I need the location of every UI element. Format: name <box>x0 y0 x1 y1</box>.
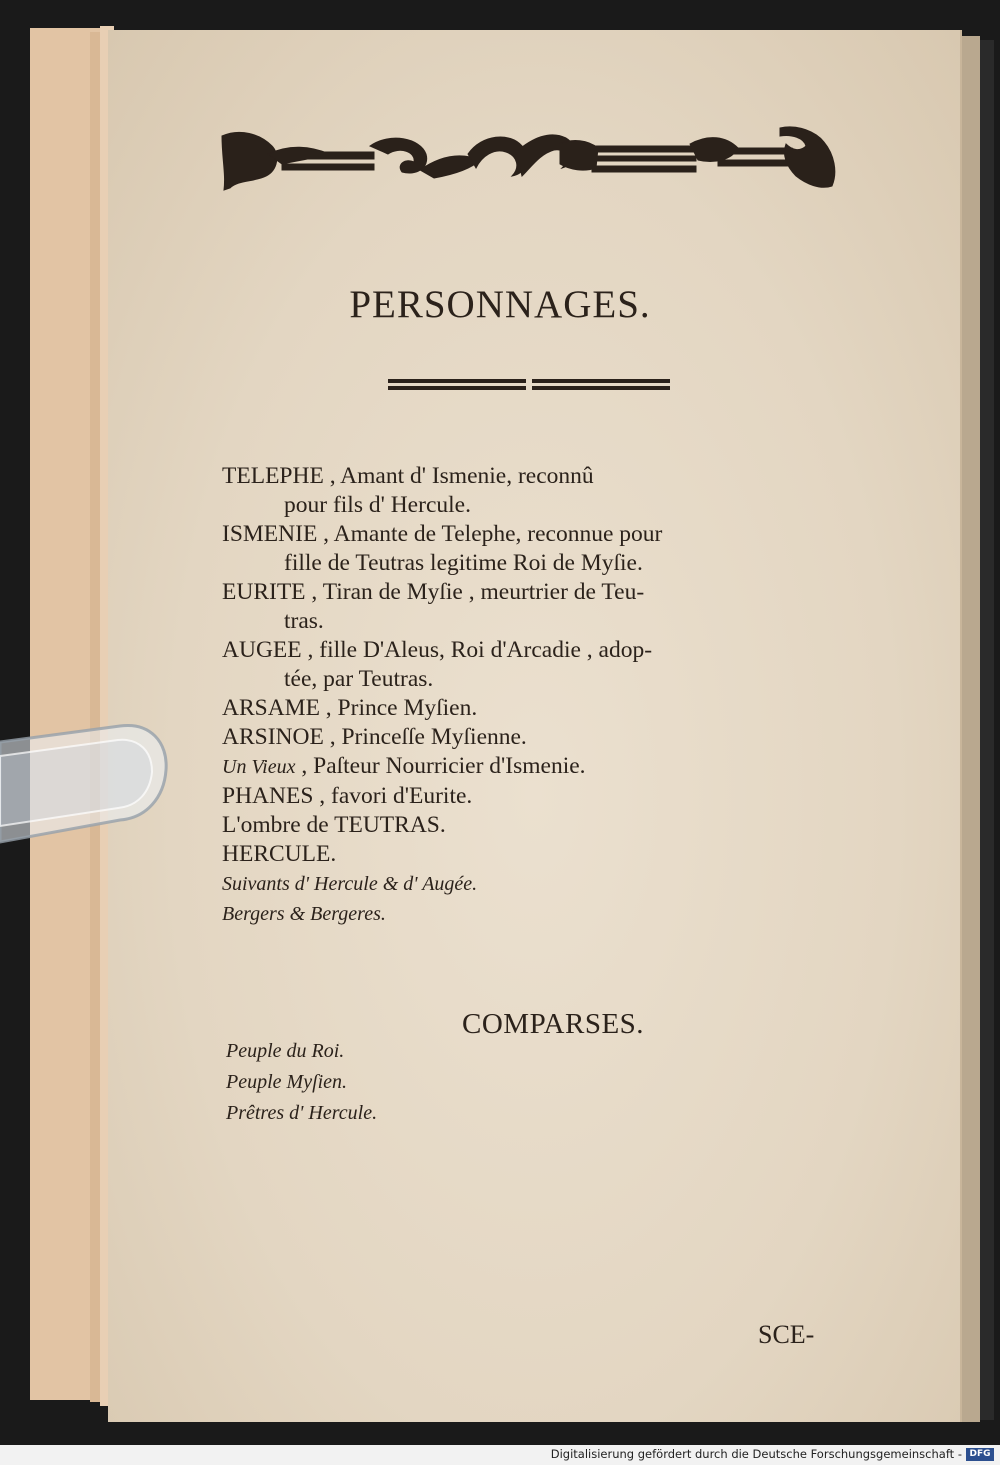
character-entry-phanes <box>222 782 862 811</box>
entry-continuation: fille de Teutras legitime Roi de Myſie. <box>284 550 643 576</box>
comparses-list <box>226 1036 377 1129</box>
binding-shadow <box>980 40 994 1420</box>
entry-line: L'ombre de TEUTRAS. <box>222 812 446 838</box>
character-entry-telephe <box>222 462 862 520</box>
character-entry-bergers <box>222 899 862 929</box>
entry-continuation: pour fils d' Hercule. <box>284 492 471 518</box>
entry-line: ISMENIE , Amante de Telephe, reconnue pour <box>222 521 663 547</box>
entry-italic-name: Un Vieux <box>222 756 296 778</box>
character-entry-ismenie <box>222 520 862 578</box>
dfg-logo-icon: DFG <box>966 1448 994 1461</box>
character-entry-arsinoe <box>222 723 862 752</box>
character-entry-arsame <box>222 694 862 723</box>
headpiece-ornament-icon <box>220 124 840 194</box>
footer-credit: Digitalisierung gefördert durch die Deutsche Forschungsgemeinschaft - <box>550 1447 962 1461</box>
character-list <box>222 462 862 929</box>
entry-line: TELEPHE , Amant d' Ismenie, reconnû <box>222 463 594 489</box>
entry-line: HERCULE. <box>222 841 337 867</box>
character-entry-un-vieux <box>222 752 862 782</box>
entry-continuation: tras. <box>284 608 324 634</box>
entry-line: ARSINOE , Princeſſe Myſienne. <box>222 724 527 750</box>
double-rule-icon <box>388 378 670 392</box>
comparses-heading: COMPARSES. <box>462 1008 645 1040</box>
entry-line: AUGEE , fille D'Aleus, Roi d'Arcadie , adop- <box>222 637 653 663</box>
character-entry-eurite <box>222 578 862 636</box>
entry-line: Suivants d' Hercule & d' Augée. <box>222 873 478 895</box>
entry-line: EURITE , Tiran de Myſie , meurtrier de Teu- <box>222 579 645 605</box>
digitization-footer <box>0 1445 1000 1465</box>
bookmark-clip-icon <box>0 720 175 860</box>
character-entry-ombre-teutras <box>222 811 862 840</box>
character-entry-suivants <box>222 869 862 899</box>
page-title: PERSONNAGES. <box>349 283 651 326</box>
comparses-item: Peuple du Roi. <box>226 1040 345 1062</box>
comparses-item: Prêtres d' Hercule. <box>226 1102 378 1124</box>
entry-line: ARSAME , Prince Myſien. <box>222 695 478 721</box>
entry-line: PHANES , favori d'Eurite. <box>222 783 473 809</box>
entry-continuation: tée, par Teutras. <box>284 666 434 692</box>
comparses-item: Peuple Myſien. <box>226 1071 348 1093</box>
entry-line: , Paſteur Nourricier d'Ismenie. <box>295 753 586 779</box>
character-entry-augee <box>222 636 862 694</box>
entry-line: Bergers & Bergeres. <box>222 903 386 925</box>
catchword: SCE- <box>758 1320 815 1349</box>
character-entry-hercule <box>222 840 862 869</box>
